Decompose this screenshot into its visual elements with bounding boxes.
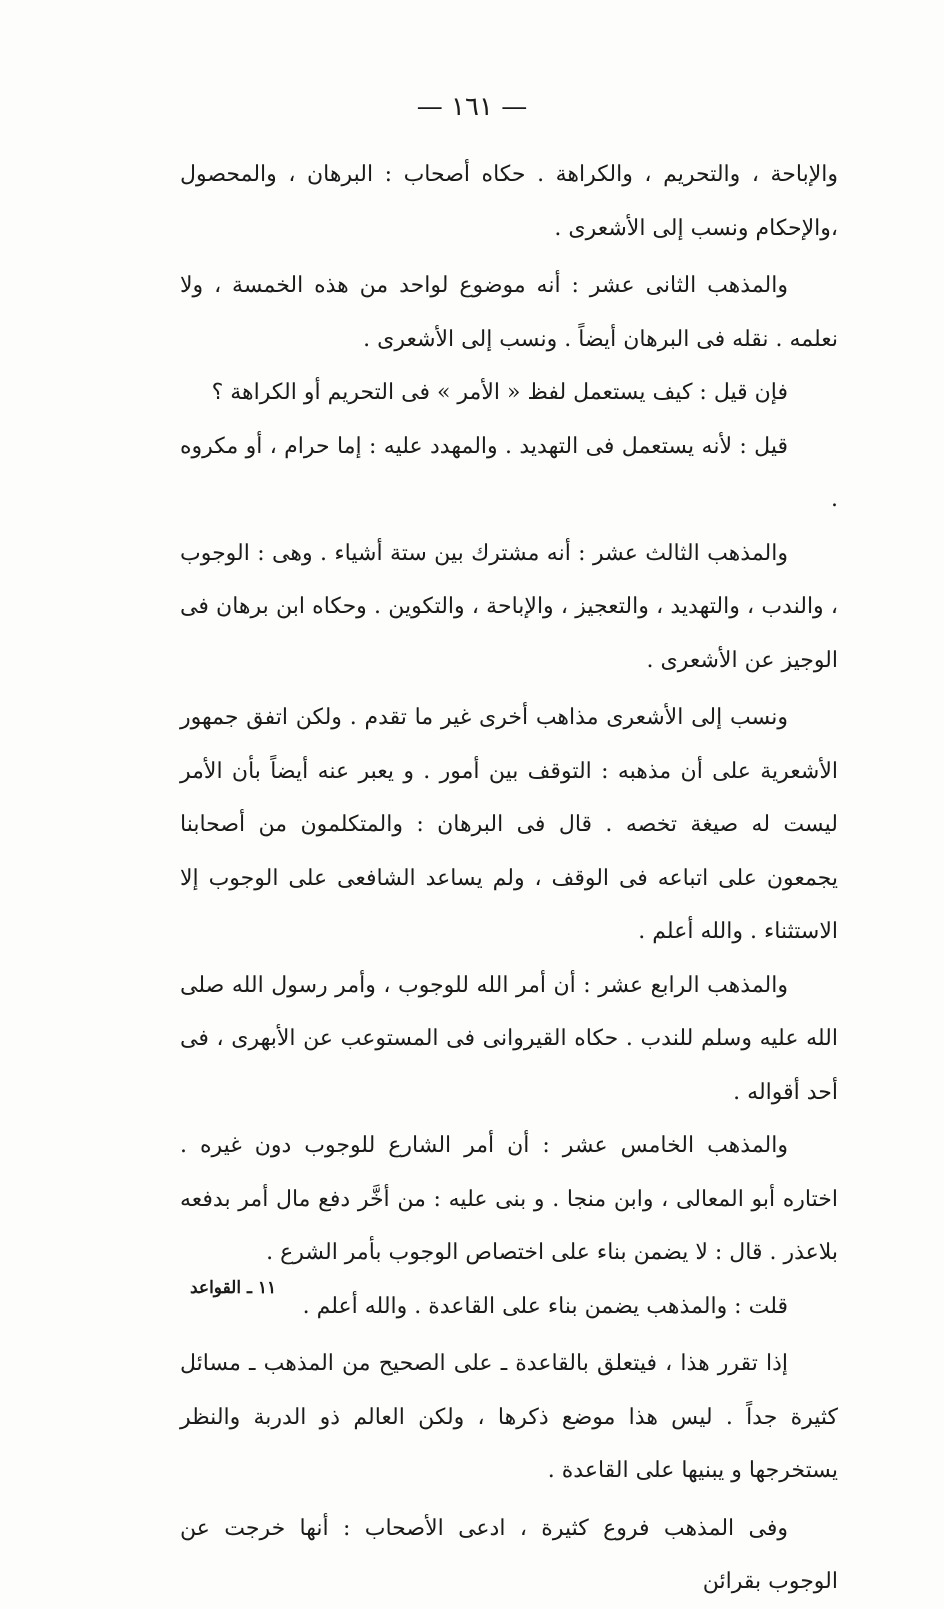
paragraph-10: إذا تقرر هذا ، فيتعلق بالقاعدة ـ على الصحيح من المذهب ـ مسائل كثيرة جداً . ليس هذا موضع ذكرها ، ولكن العالم ذو الدربة والنظر يستخرجها و يبنيها على القاعدة . bbox=[180, 1351, 838, 1483]
paragraph-5: والمذهب الثالث عشر : أنه مشترك بين ستة أشياء . وهى : الوجوب ، والندب ، والتهديد ، والتعجيز ، والإباحة ، والتكوين . وحكاه ابن برهان فى الوجيز عن الأشعرى . bbox=[180, 540, 838, 673]
signature-mark: ١١ ـ القواعد bbox=[190, 1278, 277, 1298]
paragraph-2: والمذهب الثانى عشر : أنه موضوع لواحد من هذه الخمسة ، ولا نعلمه . نقله فى البرهان أيضاً . ونسب إلى الأشعرى . bbox=[180, 273, 838, 352]
paragraph-9: قلت : والمذهب يضمن بناء على القاعدة . والله أعلم . bbox=[302, 1293, 788, 1319]
paragraph-1: والإباحة ، والتحريم ، والكراهة . حكاه أصحاب : البرهان ، والمحصول ،والإحكام ونسب إلى الأشعرى . bbox=[180, 162, 838, 241]
page-number: — ١٦١ — bbox=[416, 92, 528, 122]
body-text bbox=[180, 148, 838, 1609]
paragraph-4: قيل : لأنه يستعمل فى التهديد . والمهدد عليه : إما حرام ، أو مكروه . bbox=[180, 433, 838, 512]
paragraph-3: فإن قيل : كيف يستعمل لفظ « الأمر » فى التحريم أو الكراهة ؟ bbox=[211, 380, 788, 405]
paragraph-7: والمذهب الرابع عشر : أن أمر الله للوجوب ، وأمر رسول الله صلى الله عليه وسلم للندب . حكاه القيروانى فى المستوعب عن الأبهرى ، فى أحد أقواله . bbox=[180, 972, 838, 1105]
paragraph-6: ونسب إلى الأشعرى مذاهب أخرى غير ما تقدم . ولكن اتفق جمهور الأشعرية على أن مذهبه : التوقف بين أمور . و يعبر عنه أيضاً بأن الأمر ليست له صيغة تخصه . قال فى البرهان : والمتكلمون من أصحابنا يجمعون على اتباعه فى الوقف ، ولم يساعد الشافعى على الوجوب إلا الاستثناء . والله أعلم . bbox=[180, 705, 838, 944]
paragraph-11: وفى المذهب فروع كثيرة ، ادعى الأصحاب : أنها خرجت عن الوجوب بقرائن bbox=[180, 1515, 838, 1594]
paragraph-8: والمذهب الخامس عشر : أن أمر الشارع للوجوب دون غيره . اختاره أبو المعالى ، وابن منجا . و بنى عليه : من أخَّر دفع مال أمر بدفعه بلاعذر . قال : لا يضمن بناء على اختصاص الوجوب بأمر الشرع . bbox=[180, 1133, 838, 1265]
